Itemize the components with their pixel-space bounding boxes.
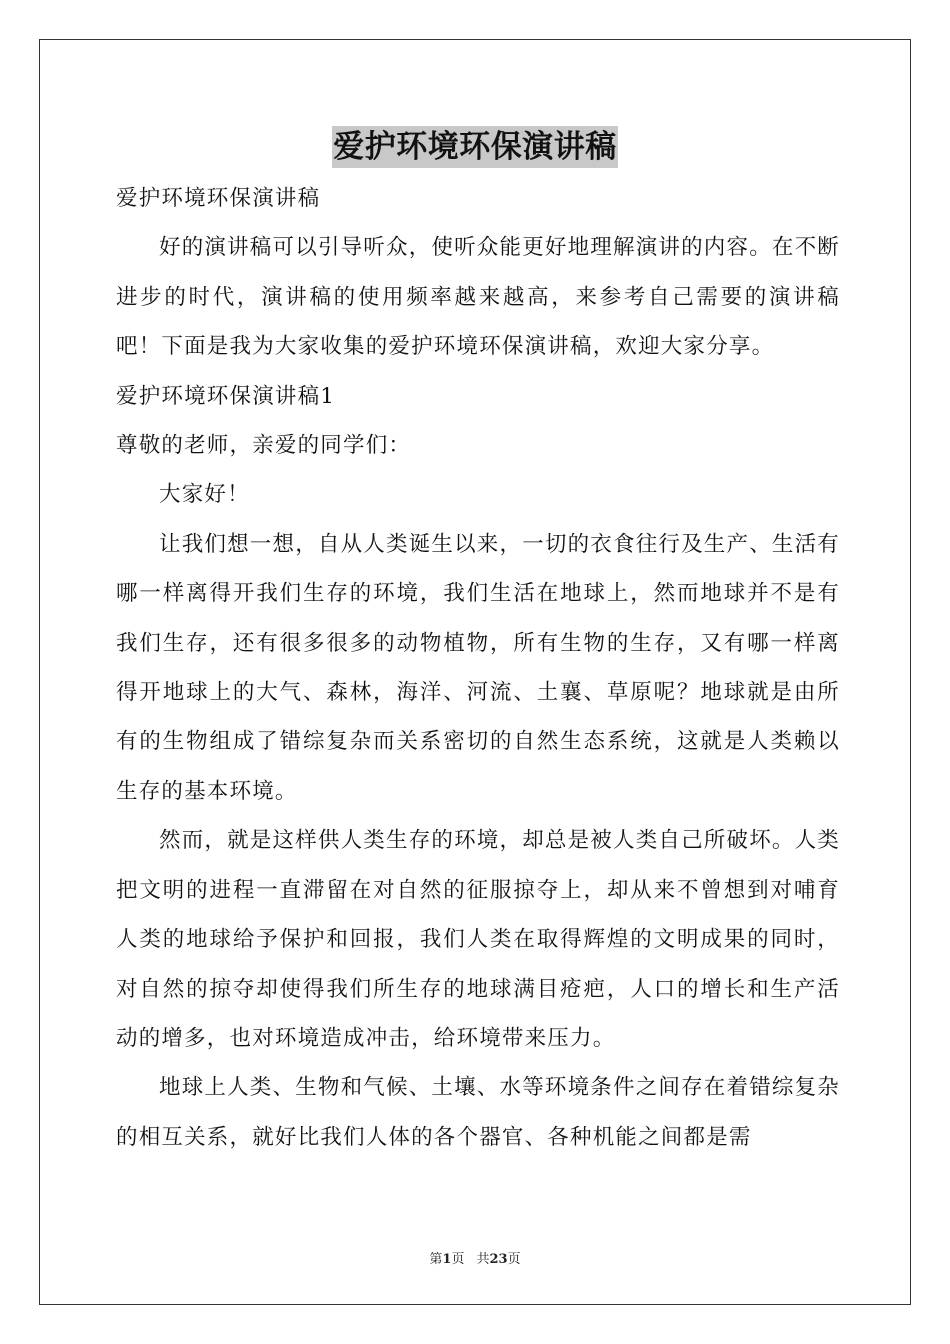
document-title: 爱护环境环保演讲稿 [332, 126, 618, 168]
page-number-current: 1 [442, 1252, 452, 1267]
greeting: 大家好！ [159, 482, 250, 508]
body-paragraph-1: 让我们想一想，自从人类诞生以来，一切的衣食往行及生产、生活有哪一样离得开我们生存的环境，我们生活在地球上，然而地球并不是有我们生存，还有很多很多的动物植物，所有生物的生存，又有哪一样离得开地球上的大气、森林，海洋、河流、土襄、草原呢？地球就是由所有的生物组成了错综复杂而关系密切的自然生态系统，这就是人类赖以生存的基本环境。 [116, 531, 841, 804]
total-pages-prefix: 共 [476, 1252, 490, 1267]
total-pages-suffix: 页 [507, 1252, 521, 1267]
intro-paragraph: 好的演讲稿可以引导听众，使听众能更好地理解演讲的内容。在不断进步的时代，演讲稿的使用频率越来越高，来参考自己需要的演讲稿吧！下面是我为大家收集的爱护环境环保演讲稿，欢迎大家分享。 [116, 235, 841, 360]
page-number-suffix: 页 [451, 1252, 465, 1267]
document-body [116, 174, 840, 1162]
salutation: 尊敬的老师，亲爱的同学们： [116, 433, 412, 459]
document-subtitle: 爱护环境环保演讲稿 [116, 186, 321, 211]
body-paragraph-3: 地球上人类、生物和气候、土壤、水等环境条件之间存在着错综复杂的相互关系，就好比我们人体的各个器官、各种机能之间都是需 [116, 1075, 841, 1150]
title-container [0, 126, 950, 168]
body-paragraph-2: 然而，就是这样供人类生存的环境，却总是被人类自己所破坏。人类把文明的进程一直滞留在对自然的征服掠夺上，却从来不曾想到对哺育人类的地球给予保护和回报，我们人类在取得辉煌的文明成果的同时，对自然的掠夺却使得我们所生存的地球满目疮疤，人口的增长和生产活动的增多，也对环境造成冲击，给环境带来压力。 [116, 828, 841, 1051]
page-number-prefix: 第 [429, 1252, 443, 1267]
section-heading: 爱护环境环保演讲稿1 [116, 383, 336, 409]
page-footer [0, 1248, 950, 1267]
total-pages-count: 23 [489, 1252, 508, 1267]
